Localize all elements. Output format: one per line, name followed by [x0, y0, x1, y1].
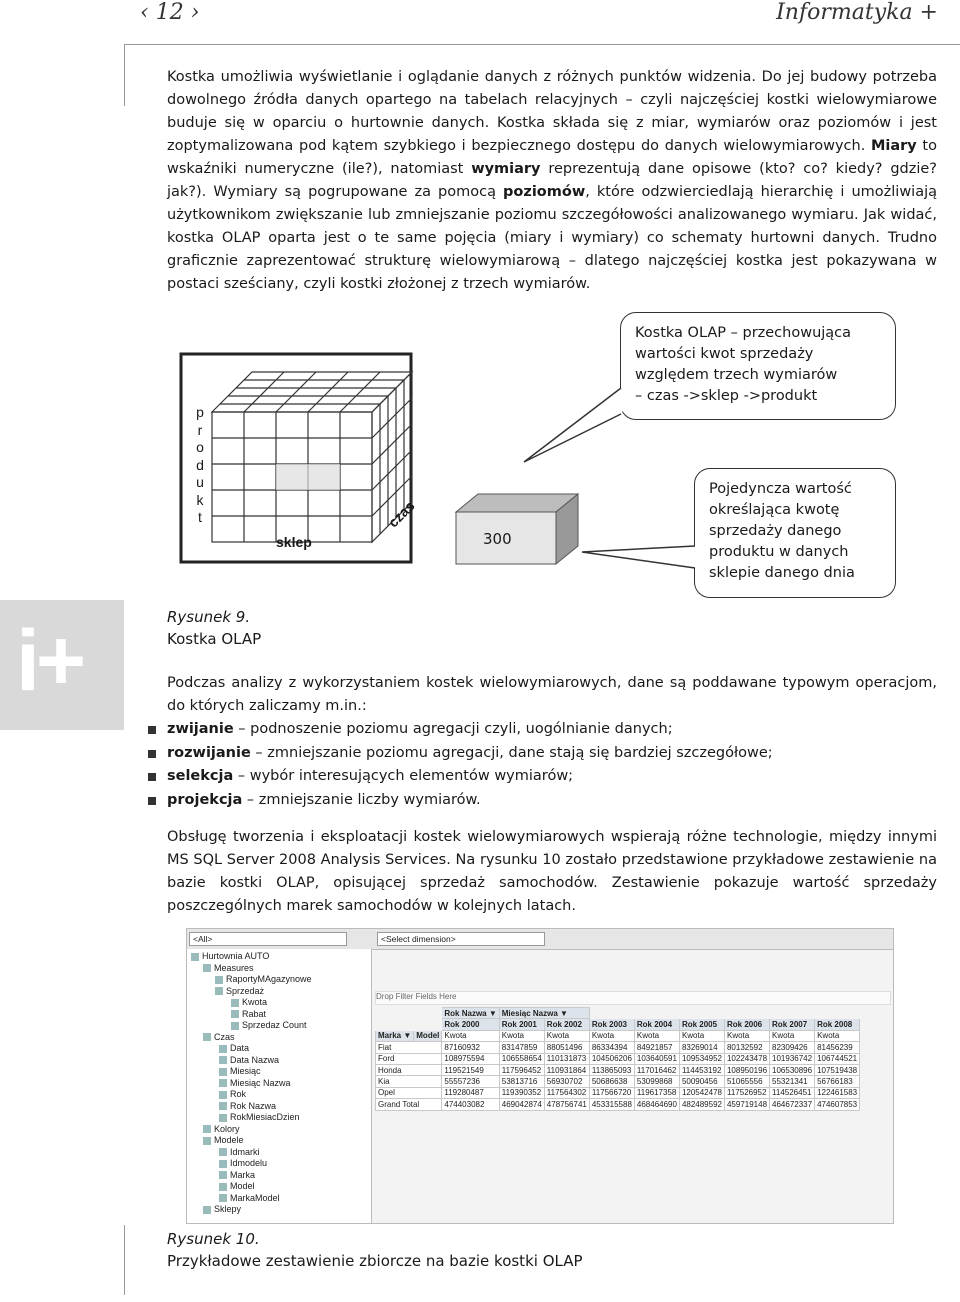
tree-node[interactable]	[191, 951, 269, 961]
year-header[interactable]: Rok 2006	[724, 1019, 769, 1030]
page-header	[0, 0, 960, 36]
browser-toolbar	[187, 929, 893, 950]
tree-node[interactable]	[219, 1078, 291, 1088]
caption-text: Kostka OLAP	[167, 630, 262, 648]
caption-text: Przykładowe zestawienie zbiorcze na bazie kostki OLAP	[167, 1252, 583, 1270]
folder-icon	[215, 987, 223, 995]
attribute-icon	[219, 1160, 227, 1168]
total-cell: 464672337	[770, 1099, 815, 1110]
total-cell: 474607853	[815, 1099, 860, 1110]
cube-icon	[191, 953, 199, 961]
frame-left-line	[124, 44, 125, 106]
attribute-icon	[219, 1091, 227, 1099]
intro-text-1: Kostka umożliwia wyświetlanie i oglądanie danych z różnych punktów widzenia. Do jej budowy potrzeba dowolnego źródła danych opartego na tabelach relacyjnych – czyli najczęściej kostki wielowymiarowe buduje się w oparciu o hurtownie danych. Kostka składa się z miar, wymiarów oraz poziomów i jest zoptymalizowana pod kątem szybkiego i bezpiecznego dostępu do danych wielowymiarowych.	[167, 69, 937, 154]
attribute-icon	[219, 1045, 227, 1053]
value-cell: 55321341	[770, 1076, 815, 1087]
table-row	[376, 1087, 860, 1098]
bubble-line: Pojedyncza wartość	[709, 481, 852, 497]
attribute-icon	[219, 1079, 227, 1087]
attribute-icon	[219, 1068, 227, 1076]
total-cell: 459719148	[724, 1099, 769, 1110]
value-cell: 82309426	[770, 1042, 815, 1053]
attribute-icon	[219, 1148, 227, 1156]
list-term: projekcja	[167, 791, 243, 808]
value-cell: 88051496	[544, 1042, 589, 1053]
value-cell: 50090456	[679, 1076, 724, 1087]
value-cell: 119617358	[634, 1087, 679, 1098]
term-miary: Miary	[870, 138, 917, 154]
tree-node[interactable]	[203, 1135, 244, 1145]
year-header[interactable]: Rok 2001	[499, 1019, 544, 1030]
tree-node[interactable]	[219, 1158, 267, 1168]
value-cell: 50686638	[589, 1076, 634, 1087]
metadata-tree	[187, 949, 372, 1223]
value-cell: 113865093	[589, 1064, 634, 1075]
value-cell: 110131873	[544, 1053, 589, 1064]
table-row-total	[376, 1099, 860, 1110]
tree-label: Measures	[214, 962, 254, 973]
tree-label: Sprzedaż	[226, 985, 265, 996]
value-cell: 81456239	[815, 1042, 860, 1053]
tree-node[interactable]	[203, 963, 254, 973]
cube-label-letter: u	[196, 474, 204, 490]
total-cell: 478756741	[544, 1099, 589, 1110]
total-cell: 482489592	[679, 1099, 724, 1110]
year-header[interactable]: Rok 2008	[815, 1019, 860, 1030]
tree-node[interactable]	[219, 1170, 255, 1180]
attribute-icon	[219, 1171, 227, 1179]
callout-bubble-olap	[620, 312, 896, 420]
value-cell: 83147859	[499, 1042, 544, 1053]
year-header[interactable]: Rok 2003	[589, 1019, 634, 1030]
analysis-intro: Podczas analizy z wykorzystaniem kostek wielowymiarowych, dane są poddawane typowym operacjom, do których zaliczamy m.in.:	[167, 675, 937, 714]
dimension-icon	[203, 1206, 211, 1214]
bubble-line: względem trzech wymiarów	[635, 367, 838, 383]
dimension-dropdown[interactable]: <Select dimension>	[377, 932, 545, 946]
olap-browser-screenshot	[186, 928, 894, 1224]
tree-label: Miesiąc Nazwa	[230, 1077, 291, 1088]
cube-label-letter: p	[196, 404, 204, 420]
value-cell: 86334394	[589, 1042, 634, 1053]
tree-label: Rok Nazwa	[230, 1100, 277, 1111]
intro-paragraph	[167, 66, 937, 296]
tree-label: Data Nazwa	[230, 1054, 280, 1065]
dimension-icon	[203, 1033, 211, 1041]
value-cell: 106744521	[815, 1053, 860, 1064]
value-cell: 119280487	[442, 1087, 499, 1098]
logo	[0, 600, 124, 730]
tree-label: Model	[230, 1181, 255, 1191]
callout-pointer-1	[520, 380, 630, 470]
cube-label-letter: d	[196, 456, 204, 473]
folder-icon	[203, 964, 211, 972]
tree-label: Kolory	[214, 1123, 240, 1134]
measure-icon	[231, 1010, 239, 1018]
measure-header: Kwota	[544, 1030, 589, 1041]
brand-cell[interactable]: Kia	[376, 1076, 442, 1087]
operations-list	[148, 718, 773, 812]
intro-text-2: to wskaźniki numeryczne (ile?), natomiast	[167, 138, 937, 177]
value-cell: 117564302	[544, 1087, 589, 1098]
term-wymiary: wymiary	[471, 161, 541, 177]
tree-label: Sprzedaz Count	[242, 1020, 307, 1030]
year-header[interactable]: Rok 2007	[770, 1019, 815, 1030]
measure-header: Kwota	[815, 1030, 860, 1041]
value-cell: 117596452	[499, 1064, 544, 1075]
measure-header: Kwota	[499, 1030, 544, 1041]
list-desc: – wybór interesujących elementów wymiarów;	[233, 768, 574, 784]
dimension-icon	[203, 1125, 211, 1133]
tree-label: Idmarki	[230, 1146, 260, 1157]
tree-node[interactable]	[219, 1181, 255, 1191]
frame-left-line-bottom	[124, 1225, 125, 1295]
brand-cell[interactable]: Opel	[376, 1087, 442, 1098]
value-cell: 106558654	[499, 1053, 544, 1064]
value-cell: 56930702	[544, 1076, 589, 1087]
logo-text: i+	[16, 613, 83, 709]
bubble-line: wartości kwot sprzedaży	[635, 346, 814, 362]
tree-node[interactable]	[231, 997, 267, 1007]
attribute-icon	[219, 1183, 227, 1191]
cube-label-letter: o	[196, 439, 204, 455]
callout-pointer-2	[576, 540, 700, 590]
measure-header: Kwota	[442, 1030, 499, 1041]
total-cell: 468464690	[634, 1099, 679, 1110]
table-row	[376, 1076, 860, 1087]
year-header[interactable]: Rok 2005	[679, 1019, 724, 1030]
value-cell: 102243478	[724, 1053, 769, 1064]
dimension-icon	[203, 1137, 211, 1145]
list-term: selekcja	[167, 768, 234, 784]
hierarchy-icon	[219, 1194, 227, 1202]
tree-label: Sklepy	[214, 1204, 242, 1214]
tree-node[interactable]	[219, 1055, 279, 1065]
tree-node[interactable]	[203, 1124, 240, 1134]
value-cell: 110931864	[544, 1064, 589, 1075]
attribute-icon	[219, 1102, 227, 1110]
tree-label: RaportyMAgazynowe	[226, 974, 312, 984]
list-item	[148, 742, 773, 766]
value-cell: 119390352	[499, 1087, 544, 1098]
bubble-line: Kostka OLAP – przechowująca	[635, 325, 852, 341]
term-poziomow: poziomów	[503, 184, 586, 200]
value-cell: 108950196	[724, 1064, 769, 1075]
table-row	[376, 1042, 860, 1053]
value-cell: 83269014	[679, 1042, 724, 1053]
value-cell: 51065556	[724, 1076, 769, 1087]
list-desc: – podnoszenie poziomu agregacji czyli, uogólnianie danych;	[233, 721, 673, 737]
caption-label: Rysunek 10.	[167, 1230, 260, 1248]
value-cell: 114526451	[770, 1087, 815, 1098]
figure-9-caption	[167, 606, 261, 650]
tree-node[interactable]	[219, 1112, 300, 1122]
frame-line	[124, 44, 960, 45]
bubble-line: – czas ->sklep ->produkt	[635, 388, 818, 404]
value-cell: 106530896	[770, 1064, 815, 1075]
value-cell: 119521549	[442, 1064, 499, 1075]
year-header[interactable]: Rok 2002	[544, 1019, 589, 1030]
cell-value: 300	[483, 530, 512, 548]
total-cell: 474403082	[442, 1099, 499, 1110]
year-header[interactable]: Rok 2004	[634, 1019, 679, 1030]
tree-node[interactable]	[219, 1043, 249, 1053]
value-cell: 108975594	[442, 1053, 499, 1064]
page-number: ‹ 12 ›	[140, 0, 200, 25]
hierarchy-icon	[219, 1114, 227, 1122]
tree-label: Data	[230, 1043, 250, 1053]
tree-label: Czas	[214, 1031, 235, 1042]
total-cell: 469042874	[499, 1099, 544, 1110]
tree-label: MarkaModel	[230, 1192, 280, 1203]
measure-header: Kwota	[724, 1030, 769, 1041]
list-item	[148, 765, 773, 789]
tree-label: Hurtownia AUTO	[202, 951, 270, 961]
caption-label: Rysunek 9.	[167, 608, 251, 626]
measure-header: Kwota	[589, 1030, 634, 1041]
row-field[interactable]: Model	[414, 1030, 442, 1041]
value-cell: 80132592	[724, 1042, 769, 1053]
cube-label-letter: k	[196, 491, 204, 508]
single-cell-block	[450, 490, 580, 570]
measure-header: Kwota	[679, 1030, 724, 1041]
measure-header: Kwota	[634, 1030, 679, 1041]
cube-label-czas: czas	[384, 497, 418, 531]
brand-cell[interactable]: Fiat	[376, 1042, 442, 1053]
tree-label: Modele	[214, 1135, 244, 1145]
value-cell: 103640591	[634, 1053, 679, 1064]
tree-node[interactable]	[231, 1009, 266, 1019]
value-cell: 114453192	[679, 1064, 724, 1075]
value-cell: 109534952	[679, 1053, 724, 1064]
list-desc: – zmniejszanie poziomu agregacji, dane stają się bardziej szczegółowe;	[250, 744, 773, 761]
measure-icon	[231, 1022, 239, 1030]
tree-label: Rabat	[242, 1008, 267, 1019]
column-field[interactable]: Rok Nazwa ▼	[442, 1008, 499, 1019]
bubble-line: sprzedaży danego	[709, 523, 842, 539]
bubble-line: produktu w danych	[709, 544, 849, 560]
tree-node[interactable]	[219, 1193, 280, 1203]
value-cell: 55557236	[442, 1076, 499, 1087]
magazine-title: Informatyka +	[776, 0, 938, 25]
brand-cell[interactable]: Honda	[376, 1064, 442, 1075]
intro-text-4: , które odzwierciedlają hierarchię i umożliwiają użytkownikom zwiększanie lub zmniejszanie poziomu szczegółowości analizowanego wymiaru. Jak widać, kostka OLAP oparta jest o te same pojęcia (miary i wymiary) co schematy hurtowni danych. Trudno graficznie zaprezentować strukturę wielowymiarową – dlatego najczęściej kostka jest pokazywana w postaci sześciany, czyli kostki złożonej z trzech wymiarów.	[167, 184, 938, 292]
value-cell: 122461583	[815, 1087, 860, 1098]
drop-filter-area[interactable]: Drop Filter Fields Here	[375, 991, 891, 1005]
value-cell: 117566720	[589, 1087, 634, 1098]
tree-node[interactable]	[219, 1101, 276, 1111]
intro-text-3: reprezentują dane opisowe (kto? co? kiedy? gdzie? jak?). Wymiary są pogrupowane za pomocą	[167, 161, 937, 200]
list-term: rozwijanie	[167, 744, 251, 761]
tree-node[interactable]	[203, 1032, 235, 1042]
value-cell: 53099868	[634, 1076, 679, 1087]
value-cell: 107519438	[815, 1064, 860, 1075]
cube-label-letter: t	[198, 509, 202, 525]
tree-label: RokMiesiacDzien	[230, 1112, 300, 1122]
table-row	[376, 1053, 860, 1064]
column-field[interactable]: Miesiąc Nazwa ▼	[499, 1008, 589, 1019]
tree-label: Rok	[230, 1089, 247, 1099]
tree-node[interactable]	[219, 1066, 261, 1076]
table-row	[376, 1064, 860, 1075]
value-cell: 56766183	[815, 1076, 860, 1087]
value-cell: 104506206	[589, 1053, 634, 1064]
total-cell: 453315588	[589, 1099, 634, 1110]
tree-label: Kwota	[242, 997, 268, 1007]
tree-node[interactable]	[231, 1020, 307, 1030]
cube-label-sklep: sklep	[276, 534, 312, 550]
value-cell: 101936742	[770, 1053, 815, 1064]
bubble-line: sklepie danego dnia	[709, 565, 855, 581]
callout-bubble-value	[694, 468, 896, 598]
value-cell: 117016462	[634, 1064, 679, 1075]
tree-node[interactable]	[219, 1147, 260, 1157]
tree-node[interactable]	[203, 1204, 241, 1214]
tree-label: Marka	[230, 1169, 256, 1180]
value-cell: 117526952	[724, 1087, 769, 1098]
tree-node[interactable]	[215, 986, 264, 996]
brand-cell: Grand Total	[376, 1099, 442, 1110]
pivot-table	[375, 1007, 860, 1111]
brand-cell[interactable]: Ford	[376, 1053, 442, 1064]
value-cell: 87160932	[442, 1042, 499, 1053]
measure-group-dropdown[interactable]: <All>	[189, 932, 347, 946]
cube-label-produkt	[194, 404, 206, 527]
year-header[interactable]: Rok 2000	[442, 1019, 499, 1030]
value-cell: 120542478	[679, 1087, 724, 1098]
tree-label: Miesiąc	[230, 1066, 261, 1076]
value-cell: 84921857	[634, 1042, 679, 1053]
tree-label: Idmodelu	[230, 1158, 268, 1168]
tools-paragraph: Obsługę tworzenia i eksploatacji kostek wielowymiarowych wspierają różne technologie, między innymi MS SQL Server 2008 Analysis Services. Na rysunku 10 zostało przedstawione przykładowe zestawienie na bazie kostki OLAP, opisującej sprzedaż samochodów. Zestawienie pokazuje wartość sprzedaży poszczególnych marek samochodów w kolejnych latach.	[167, 829, 937, 914]
list-desc: – zmniejszanie liczby wymiarów.	[242, 791, 481, 808]
figure-10-caption	[167, 1228, 583, 1272]
bubble-line: określająca kwotę	[709, 502, 840, 518]
list-term: zwijanie	[167, 721, 234, 737]
cube-label-letter: r	[197, 421, 203, 438]
row-field[interactable]: Marka ▼	[376, 1030, 414, 1041]
folder-icon	[215, 976, 223, 984]
attribute-icon	[219, 1056, 227, 1064]
measure-icon	[231, 999, 239, 1007]
list-item	[148, 789, 773, 813]
tree-node[interactable]	[219, 1089, 246, 1099]
measure-header: Kwota	[770, 1030, 815, 1041]
tree-node[interactable]	[215, 974, 312, 984]
list-item	[148, 718, 773, 742]
value-cell: 53813716	[499, 1076, 544, 1087]
